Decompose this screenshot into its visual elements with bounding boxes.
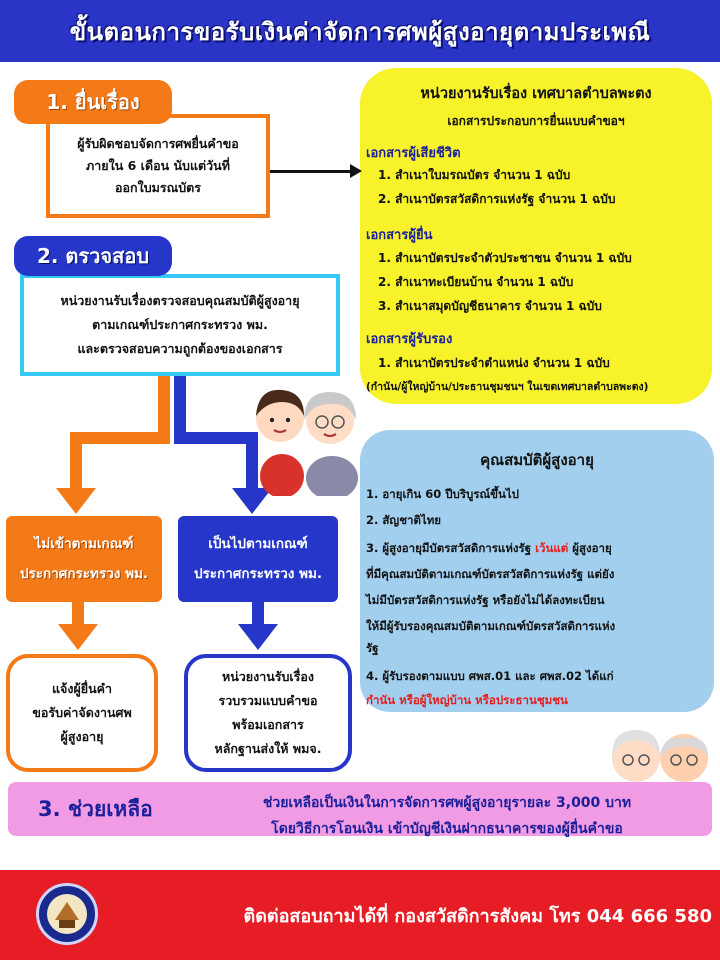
eligible-line: เป็นไปตามเกณฑ์ [208, 536, 308, 552]
seal-emblem-icon [39, 886, 95, 942]
deceased-doc-item: 1. สำเนาใบมรณบัตร จำนวน 1 ฉบับ [378, 168, 571, 182]
elderly-couple-illustration [238, 376, 370, 496]
applicant-doc-item: 1. สำเนาบัตรประจำตัวประชาชน จำนวน 1 ฉบับ [378, 251, 632, 265]
qualification-text: 3. ผู้สูงอายุมีบัตรสวัสดิการแห่งรัฐ [366, 541, 532, 555]
qualification-item: 4. ผู้รับรองตามแบบ ศพส.01 และ ศพส.02 ได้แก่ [366, 669, 614, 683]
elderly-couple-illustration [604, 716, 716, 786]
notify-applicant-box [6, 654, 158, 772]
deceased-doc-item: 2. สำเนาบัตรสวัสดิการแห่งรัฐ จำนวน 1 ฉบับ [378, 192, 616, 206]
not-eligible-line: ไม่เข้าตามเกณฑ์ [34, 536, 134, 552]
qualification-text: ผู้สูงอายุ [572, 541, 612, 555]
step3-label: 3. ช่วยเหลือ [16, 786, 176, 832]
eligible-line: ประกาศกระทรวง พม. [193, 566, 323, 582]
qualification-line: ที่มีคุณสมบัติตามเกณฑ์บัตรสวัสดิการแห่งรัฐ แต่ยัง [366, 567, 615, 581]
step2-description-box [20, 274, 340, 376]
documents-agency-title: หน่วยงานรับเรื่อง เทศบาลตำบลพะตง [420, 86, 652, 102]
collect-line: หน่วยงานรับเรื่อง [221, 669, 315, 684]
notify-line: ผู้สูงอายุ [60, 729, 104, 744]
certifier-doc-item: 1. สำเนาบัตรประจำตำแหน่ง จำนวน 1 ฉบับ [378, 356, 610, 370]
qualifications-title: คุณสมบัติผู้สูงอายุ [480, 451, 594, 469]
municipality-seal-logo [36, 883, 98, 945]
deceased-documents-title: เอกสารผู้เสียชีวิต [366, 146, 461, 161]
qualification-highlight: เว้นแต่ [535, 541, 569, 555]
step2-line: ตามเกณฑ์ประกาศกระทรวง พม. [92, 317, 268, 332]
arrow-down-icon [56, 488, 96, 514]
page-title: ขั้นตอนการขอรับเงินค่าจัดการศพผู้สูงอายุตามประเพณี [69, 17, 651, 46]
qualification-item [366, 540, 612, 558]
flow-connector [70, 432, 170, 444]
step1-label: 1. ยื่นเรื่อง [14, 80, 172, 124]
not-eligible-line: ประกาศกระทรวง พม. [19, 566, 149, 582]
applicant-doc-item: 3. สำเนาสมุดบัญชีธนาคาร จำนวน 1 ฉบับ [378, 299, 602, 313]
notify-line: ขอรับค่าจัดงานศพ [32, 705, 132, 720]
qualification-item: 1. อายุเกิน 60 ปีบริบูรณ์ขึ้นไป [366, 487, 519, 501]
arrow-line [270, 170, 356, 173]
step2-line: หน่วยงานรับเรื่องตรวจสอบคุณสมบัติผู้สูงอายุ [60, 293, 300, 308]
documents-subtitle: เอกสารประกอบการยื่นแบบคำขอฯ [447, 114, 625, 128]
applicant-doc-item: 2. สำเนาทะเบียนบ้าน จำนวน 1 ฉบับ [378, 275, 574, 289]
step1-description-box [46, 114, 270, 218]
qualification-line: รัฐ [366, 641, 379, 655]
collect-documents-box [184, 654, 352, 772]
not-eligible-box [6, 516, 162, 602]
applicant-documents-title: เอกสารผู้ยื่น [366, 228, 433, 243]
flow-connector [70, 432, 82, 492]
notify-line: แจ้งผู้ยื่นคำ [51, 681, 113, 696]
qualification-item: 2. สัญชาติไทย [366, 513, 442, 527]
qualification-highlight: กำนัน หรือผู้ใหญ่บ้าน หรือประธานชุมชน [366, 693, 568, 707]
assistance-line: ช่วยเหลือเป็นเงินในการจัดการศพผู้สูงอายุรายละ 3,000 บาท [262, 795, 632, 811]
step2-label: 2. ตรวจสอบ [14, 236, 172, 276]
step1-line: ออกใบมรณบัตร [115, 180, 201, 195]
collect-line: พร้อมเอกสาร [232, 717, 304, 732]
collect-line: รวบรวมแบบคำขอ [218, 693, 318, 708]
eligible-box [178, 516, 338, 602]
contact-info: ติดต่อสอบถามได้ที่ กองสวัสดิการสังคม โทร 044 666 580 [243, 905, 712, 927]
assistance-line: โดยวิธีการโอนเงิน เข้าบัญชีเงินฝากธนาคารของผู้ยื่นคำขอ [271, 821, 623, 837]
collect-line: หลักฐานส่งให้ พมจ. [214, 741, 322, 756]
step1-line: ภายใน 6 เดือน นับแต่วันที่ [86, 158, 230, 173]
certifier-documents-title: เอกสารผู้รับรอง [366, 332, 453, 347]
qualification-line: ให้มีผู้รับรองคุณสมบัติตามเกณฑ์บัตรสวัสดิการแห่ง [366, 619, 616, 633]
arrow-down-icon [58, 624, 98, 650]
qualification-line: ไม่มีบัตรสวัสดิการแห่งรัฐ หรือยังไม่ได้ลงทะเบียน [366, 593, 605, 607]
arrow-right-icon [350, 164, 362, 178]
arrow-down-icon [238, 624, 278, 650]
step2-line: และตรวจสอบความถูกต้องของเอกสาร [77, 341, 283, 356]
step1-line: ผู้รับผิดชอบจัดการศพยื่นคำขอ [77, 136, 239, 151]
certifier-note: (กำนัน/ผู้ใหญ่บ้าน/ประธานชุมชนฯ ในเขตเทศบาลตำบลพะตง) [366, 381, 649, 393]
assistance-description [182, 790, 712, 842]
